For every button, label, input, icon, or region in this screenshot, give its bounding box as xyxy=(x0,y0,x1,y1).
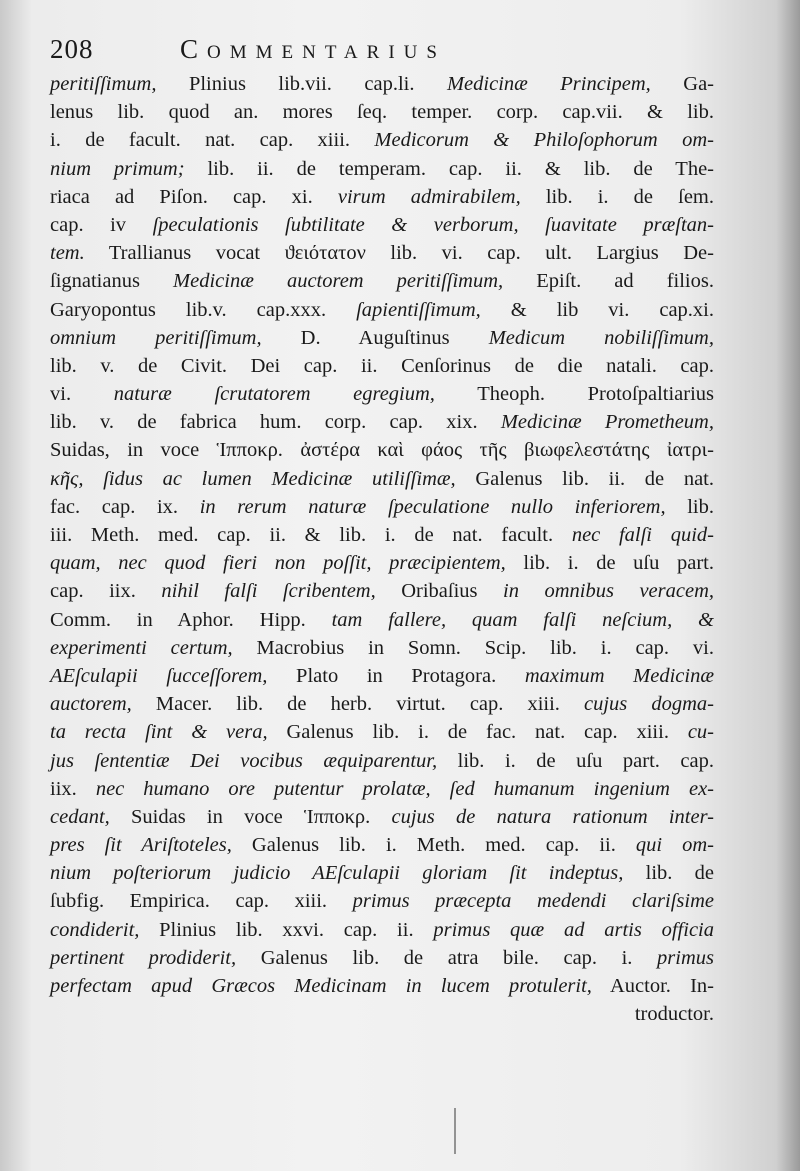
text-segment: & lib vi. cap.xi. xyxy=(480,298,714,321)
text-segment: quam, nec quod fieri non poſſit, præcipientem, xyxy=(50,552,506,575)
text-segment: D. Auguſtinus xyxy=(261,326,489,349)
text-segment: Macrobius in Somn. Scip. lib. i. cap. vi. xyxy=(232,636,714,659)
text-segment: lib. i. de uſu part. cap. xyxy=(437,749,714,772)
text-line xyxy=(50,549,714,577)
text-segment: Macer. lib. de herb. virtut. cap. xiii. xyxy=(131,693,585,716)
text-segment: tam fallere, quam falſi neſcium, & xyxy=(331,608,714,631)
text-segment: Medicinæ auctorem peritiſſimum, xyxy=(173,270,504,293)
text-segment: riaca ad Piſon. cap. xi. xyxy=(50,185,338,208)
text-line xyxy=(50,493,714,521)
text-segment: tem. xyxy=(50,242,85,265)
text-segment: nihil falſi ſcribentem, xyxy=(161,580,376,603)
text-segment: Medicum nobiliſſimum, xyxy=(488,326,714,349)
text-segment: Ga- xyxy=(650,73,715,95)
text-line xyxy=(50,408,714,436)
text-segment: in omnibus veracem, xyxy=(503,580,714,603)
text-segment: ſpeculationis ſubtilitate & verborum, ſuavitate præſtan- xyxy=(152,213,714,236)
text-segment: ta recta ſint & vera, xyxy=(50,721,268,744)
text-segment: jus ſententiæ Dei vocibus æquiparentur, xyxy=(50,749,438,772)
text-line xyxy=(50,887,714,915)
text-line xyxy=(50,1000,714,1028)
text-line xyxy=(50,577,714,605)
text-segment: cedant, xyxy=(50,805,110,828)
text-segment: Galenus lib. i. de fac. nat. cap. xiii. xyxy=(267,721,688,744)
page-header xyxy=(50,34,750,70)
text-segment: omnium peritiſſimum, xyxy=(50,326,262,349)
text-segment: lib. v. de fabrica hum. corp. cap. xix. xyxy=(50,411,501,434)
text-line xyxy=(50,155,714,183)
ink-mark xyxy=(454,1108,456,1154)
text-segment: virum admirabilem, xyxy=(337,185,521,208)
text-segment: cu- xyxy=(687,721,715,744)
text-segment: Trallianus vocat ϑειότατον lib. vi. cap. ult. Largius De- xyxy=(84,242,714,265)
text-segment: naturæ ſcrutatorem egregium, xyxy=(113,383,435,406)
text-segment: lib. v. de Civit. Dei cap. ii. Cenſorinus de die natali. cap. xyxy=(50,354,714,377)
body-text xyxy=(50,70,714,1028)
text-segment: in rerum naturæ ſpeculatione nullo inferiorem, xyxy=(199,495,666,518)
text-line xyxy=(50,831,714,859)
text-line xyxy=(50,465,714,493)
text-line xyxy=(50,634,714,662)
text-segment: ſignatianus xyxy=(50,270,174,293)
text-line xyxy=(50,944,714,972)
text-segment: lib. xyxy=(665,495,714,518)
text-segment: iix. xyxy=(50,777,96,800)
text-segment: iii. Meth. med. cap. ii. & lib. i. de nat. facult. xyxy=(50,524,572,546)
text-segment: condiderit, xyxy=(50,918,140,941)
text-line xyxy=(50,521,714,549)
text-segment: fac. cap. ix. xyxy=(50,495,200,518)
text-segment: Medicorum & Philoſophorum om- xyxy=(374,129,714,152)
text-line xyxy=(50,606,714,634)
text-segment: nec humano ore putentur prolatæ, ſed humanum ingenium ex- xyxy=(95,777,714,800)
text-segment: troductor. xyxy=(634,1003,714,1026)
text-segment: maximum Medicinæ xyxy=(524,664,714,687)
text-segment: Suidas, in voce Ἱπποκρ. ἀστέρα καὶ φάος τῆς βιωφελεστάτης ἰατρι- xyxy=(50,439,714,462)
text-line xyxy=(50,859,714,887)
text-line xyxy=(50,183,714,211)
text-line xyxy=(50,352,714,380)
text-segment: lenus lib. quod an. mores ſeq. temper. corp. cap.vii. & lib. xyxy=(50,101,714,124)
text-segment: cujus dogma- xyxy=(584,693,714,716)
text-segment: pertinent prodiderit, xyxy=(50,946,237,969)
text-segment: experimenti certum, xyxy=(50,636,233,659)
text-line xyxy=(50,436,714,464)
text-segment: Theoph. Protoſpaltiarius xyxy=(434,383,715,406)
text-segment: auctorem, xyxy=(50,693,132,716)
text-segment: AEſculapii ſucceſſorem, xyxy=(50,664,268,687)
text-segment: Medicinæ Prometheum, xyxy=(500,411,714,434)
text-segment: Medicinæ Principem, xyxy=(446,73,651,95)
text-line xyxy=(50,380,714,408)
text-segment: qui om- xyxy=(635,834,714,857)
text-segment: nec falſi quid- xyxy=(571,524,714,546)
text-segment: vi. xyxy=(50,383,114,406)
text-segment: ſubfig. Empirica. cap. xiii. xyxy=(50,890,353,913)
text-segment: lib. de xyxy=(623,862,714,885)
text-segment: i. de facult. nat. cap. xiii. xyxy=(50,129,375,152)
text-segment: peritiſſimum, xyxy=(50,73,157,95)
text-line xyxy=(50,690,714,718)
text-line xyxy=(50,126,714,154)
text-segment: lib. ii. de temperam. cap. ii. & lib. de The- xyxy=(184,157,715,180)
text-segment: Suidas in voce Ἱπποκρ. xyxy=(109,805,392,828)
text-segment: nium primum; xyxy=(50,157,185,180)
text-segment: Auctor. In- xyxy=(591,975,714,997)
text-segment: cujus de natura rationum inter- xyxy=(391,805,714,828)
text-segment: cap. iv xyxy=(50,213,153,236)
text-segment: lib. i. de ſem. xyxy=(520,185,714,208)
text-segment: Comm. in Aphor. Hipp. xyxy=(50,608,332,631)
text-segment: κῆς, ſidus ac lumen Medicinæ utiliſſimæ, xyxy=(50,467,456,490)
text-segment: Epiſt. ad filios. xyxy=(503,270,714,293)
text-segment: Plinius lib. xxvi. cap. ii. xyxy=(139,918,434,941)
text-line xyxy=(50,211,714,239)
text-line xyxy=(50,662,714,690)
text-segment: Galenus lib. i. Meth. med. cap. ii. xyxy=(231,834,636,857)
text-segment: ſapientiſſimum, xyxy=(356,298,481,321)
text-line xyxy=(50,916,714,944)
text-segment: primus præcepta medendi clariſsime xyxy=(352,890,714,913)
text-line xyxy=(50,775,714,803)
text-segment: pres ſit Ariſtoteles, xyxy=(50,834,232,857)
text-line xyxy=(50,324,714,352)
text-segment: Oribaſius xyxy=(375,580,504,603)
running-head: Commentarius xyxy=(180,34,446,64)
text-segment: Galenus lib. de atra bile. cap. i. xyxy=(236,946,658,969)
text-segment: primus xyxy=(657,946,714,969)
text-segment: nium poſteriorum judicio AEſculapii gloriam ſit indeptus, xyxy=(50,862,624,885)
text-segment: perfectam apud Græcos Medicinam in lucem protulerit, xyxy=(50,975,592,997)
text-segment: Plato in Protagora. xyxy=(267,664,525,687)
text-line xyxy=(50,972,714,1000)
text-line xyxy=(50,70,714,98)
page-number: 208 xyxy=(50,34,94,64)
text-segment: cap. iix. xyxy=(50,580,162,603)
text-line xyxy=(50,239,714,267)
text-line xyxy=(50,296,714,324)
text-line xyxy=(50,98,714,126)
text-segment: Plinius lib.vii. cap.li. xyxy=(156,73,447,95)
text-segment: primus quæ ad artis officia xyxy=(433,918,714,941)
text-segment: Garyopontus lib.v. cap.xxx. xyxy=(50,298,357,321)
text-segment: Galenus lib. ii. de nat. xyxy=(455,467,714,490)
text-line xyxy=(50,747,714,775)
text-line xyxy=(50,718,714,746)
text-segment: lib. i. de uſu part. xyxy=(505,552,714,575)
text-line xyxy=(50,803,714,831)
text-line xyxy=(50,267,714,295)
